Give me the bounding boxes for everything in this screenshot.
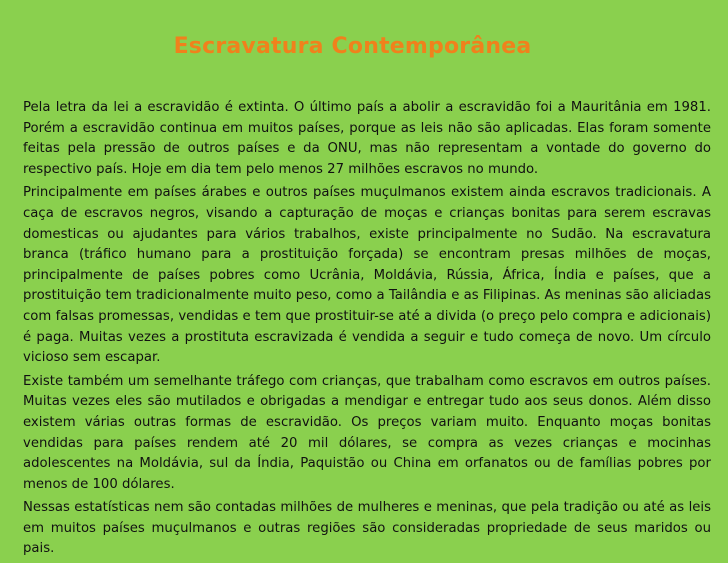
paragraph-3: Existe também um semelhante tráfego com crianças, que trabalham como escravos em outros países. Muitas vezes eles são mutilados e obrigadas a mendigar e entregar tudo aos seus donos. Além disso existem várias outras formas de escravidão. Os preços variam muito. Enquanto moças bonitas vendidas para países rendem até 20 mil dólares, se compra as vezes crianças e mocinhas adolescentes na Moldávia, sul da Índia, Paquistão ou China em orfanatos ou de famílias pobres por menos de 100 dólares. xyxy=(23,373,711,492)
slide-body xyxy=(23,98,711,563)
paragraph-1: Pela letra da lei a escravidão é extinta. O último país a abolir a escravidão foi a Mauritânia em 1981. Porém a escravidão continua em muitos países, porque as leis não são aplicadas. Elas foram somente feitas pela pressão de outros países e da ONU, mas não representam a vontade do governo do respectivo país. Hoje em dia tem pelo menos 27 milhões escravos no mundo. xyxy=(23,100,711,177)
paragraph-2: Principalmente em países árabes e outros países muçulmanos existem ainda escravos tradicionais. A caça de escravos negros, visando a capturação de moças e crianças bonitas para serem escravas domesticas ou ajudantes para vários trabalhos, existe principalmente no Sudão. Na escravatura branca (tráfico humano para a prostituição forçada) se encontram presas milhões de moças, principalmente de países pobres como Ucrânia, Moldávia, Rússia, África, Índia e países, que a prostituição tem tradicionalmente muito peso, como a Tailândia e as Filipinas. As meninas são aliciadas com falsas promessas, vendidas e tem que prostituir-se até a divida (o preço pelo compra e adicionais) é paga. Muitas vezes a prostituta escravizada é vendida a seguir e tudo começa de novo. Um círculo vicioso sem escapar. xyxy=(23,185,711,366)
slide-title: Escravatura Contemporânea xyxy=(173,34,532,59)
paragraph-4: Nessas estatísticas nem são contadas milhões de mulheres e meninas, que pela tradição ou até as leis em muitos países muçulmanos e outras regiões são consideradas propriedade de seus maridos ou pais. xyxy=(23,500,711,557)
